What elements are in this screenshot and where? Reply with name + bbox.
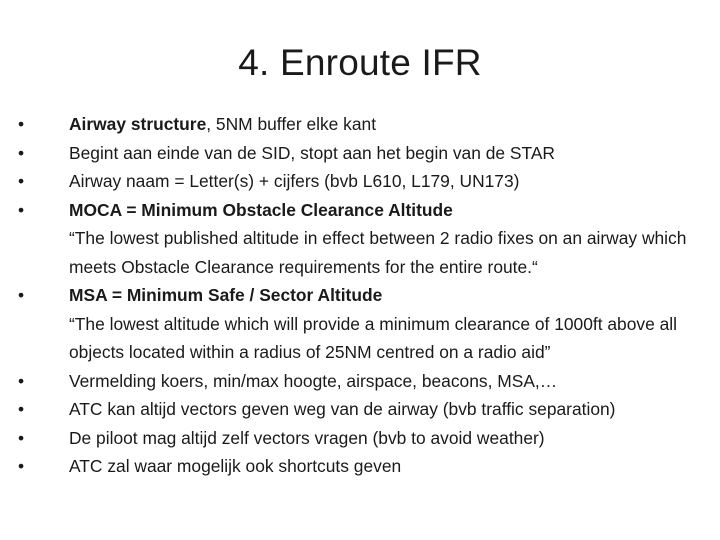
bullet-vermelding [0,367,720,396]
bullet-text: , 5NM buffer elke kant [206,114,377,134]
bullet-quote: “The lowest altitude which will provide a minimum clearance of 1000ft above all objects located within a radius of 25NM centred on a radio aid” [69,313,678,362]
bullet-text: Begint aan einde van de SID, stopt aan het begin van de STAR [69,142,555,163]
bullet-list [0,110,720,481]
bullet-msa [0,281,720,367]
bullet-atc-vectors [0,395,720,424]
bullet-text: Vermelding koers, min/max hoogte, airspace, beacons, MSA,… [69,370,558,391]
bullet-text: De piloot mag altijd zelf vectors vragen (bvb to avoid weather) [69,427,545,448]
bullet-shortcuts [0,452,720,481]
bullet-bold-text: • MOCA = Minimum Obstacle Clearance Altitude [69,199,453,220]
bullet-airway-structure [0,110,720,139]
bullet-airway-name [0,167,720,196]
bullet-quote: “The lowest published altitude in effect between 2 radio fixes on an airway which meets Obstacle Clearance requirements for the entire route.“ [69,228,687,277]
bullet-bold-text: Airway structure [69,114,207,134]
bullet-text: Airway naam = Letter(s) + cijfers (bvb L610, L179, UN173) [69,171,520,191]
bullet-moca [0,196,720,282]
bullet-text: ATC zal waar mogelijk ook shortcuts geven [69,456,402,476]
bullet-sid-star [0,139,720,168]
bullet-bold-text: • MSA = Minimum Safe / Sector Altitude [69,285,383,305]
slide-title: 4. Enroute IFR [238,42,482,83]
bullet-text: ATC kan altijd vectors geven weg van de airway (bvb traffic separation) [69,399,616,419]
bullet-pilot-vectors [0,424,720,453]
